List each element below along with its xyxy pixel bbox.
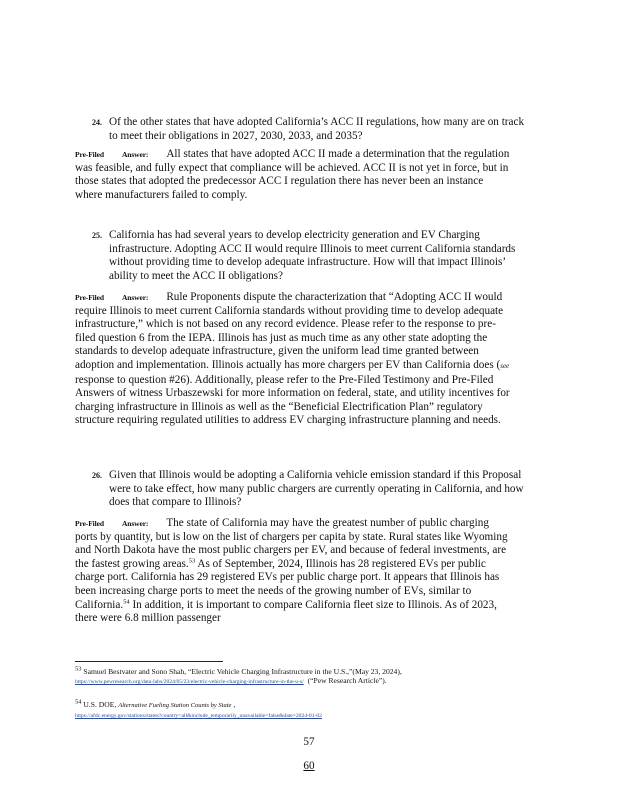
footnote-number: 54: [75, 698, 82, 706]
question-24: [92, 116, 532, 143]
prefiled-label: Pre-Filed: [75, 150, 104, 159]
footnote-divider: [75, 661, 223, 662]
footnote-text: U.S. DOE,: [81, 700, 117, 709]
page-number: 57: [303, 736, 315, 748]
answer-26: [75, 517, 511, 626]
question-text: Given that Illinois would be adopting a California vehicle emission standard if this Proposal were to take effect, how many public chargers are currently operating in California, and how does that compare to Illinois?: [109, 469, 524, 509]
answer-text-part1: The state of California may have the greatest number of public charging ports by quantity, but is low on the list of chargers per capita by state. Rural states like Wyoming and North Dakota have the most public chargers per EV, and because of federal investments, are the fastest growing areas.: [75, 517, 508, 570]
footnote-text: Samuel Bestvater and Sono Shah, “Electric Vehicle Charging Infrastructure in the U.S.,”(May 23, 2024),: [81, 667, 402, 676]
question-text: California has had several years to develop electricity generation and EV Charging infrastructure. Adopting ACC II would require Illinois to meet current California standards without providing time to develop adequate infrastructure. How will that impact Illinois’ ability to meet the ACC II obligations?: [109, 229, 516, 282]
footnote-number: 53: [75, 665, 82, 673]
footnote-ref-54[interactable]: 54: [123, 597, 130, 605]
answer-text-part1: Rule Proponents dispute the characterization that “Adopting ACC II would require Illinois to meet current California standards without providing time to develop adequate infrastructure,” which is not based on any record evidence. Please refer to the response to pre-filed question 6 from the IEPA. Illinois has just as much time as any other state adopting the standards to develop adequate infrastructure, given the uniform lead time granted between adoption and implementation. Illinois actually has more chargers per EV than California does (: [75, 291, 504, 371]
answer-24: [75, 148, 511, 202]
answer-text-part2: As of September, 2024, Illinois has 28 registered EVs per public charge port. California has 29 registered EVs per public charge port. It appears that Illinois has been increasing charge ports to meet the needs of the growing number of EVs, similar to California.: [75, 557, 500, 611]
page-number-secondary-text: 60: [303, 760, 315, 772]
question-25: [92, 229, 532, 283]
question-number: 26.: [92, 471, 102, 480]
question-text: Of the other states that have adopted California’s ACC II regulations, how many are on track to meet their obligations in 2027, 2030, 2033, and 2035?: [109, 116, 525, 142]
footnote-ref-53[interactable]: 53: [188, 557, 196, 565]
question-number: 24.: [92, 118, 102, 127]
answer-text: All states that have adopted ACC II made a determination that the regulation was feasible, and fully expect that compliance will be achieved. ACC II is not yet in force, but in those states that adopted the predecessor ACC I regulation there has never been an instance where manufacturers failed to comply.: [75, 148, 510, 201]
prefiled-label: Pre-Filed: [75, 293, 104, 302]
footnote-tail: (“Pew Research Article”).: [307, 676, 387, 686]
footnote-title: Alternative Fueling Station Counts by State: [118, 702, 232, 709]
footnote-link[interactable]: https://afdc.energy.gov/stations/states?country=all&include_temporarily_unavailable=false&date=2024-01-02: [75, 713, 322, 720]
see-signal: see: [500, 361, 510, 370]
footnote-link[interactable]: https://www.pewresearch.org/data-labs/2024/05/23/electric-vehicle-charging-infrastructure-in-the-u-s/: [75, 679, 304, 686]
answer-25: [75, 291, 511, 428]
page-number-secondary: [0, 760, 618, 772]
question-number: 25.: [92, 231, 102, 240]
question-26: [92, 469, 532, 510]
answer-text-part3: In addition, it is important to compare California fleet size to Illinois. As of 2023, there were 6.8 million passenger: [75, 598, 497, 625]
answer-text-part2: response to question #26). Additionally, please refer to the Pre-Filed Testimony and Pre-Filed Answers of witness Urbaszewski for more information on federal, state, and utility incentives for charging infrastructure in Illinois as well as the “Beneficial Electrification Plan” regulatory structure requiring regulated utilities to address EV charging infrastructure planning and needs.: [75, 373, 510, 427]
answer-label: Answer:: [121, 293, 149, 302]
answer-label: Answer:: [121, 519, 149, 528]
footnote-54: $^{54}$ U.S. DOE, Alternative Fueling Station Counts by State , https://afdc.energy.gov/stations/states?country=all&include_temporarily_unavailable=false&date=2024-01-02: [75, 698, 322, 720]
answer-label: Answer:: [121, 150, 149, 159]
footnote-53: [75, 667, 535, 687]
prefiled-label: Pre-Filed: [75, 519, 104, 528]
